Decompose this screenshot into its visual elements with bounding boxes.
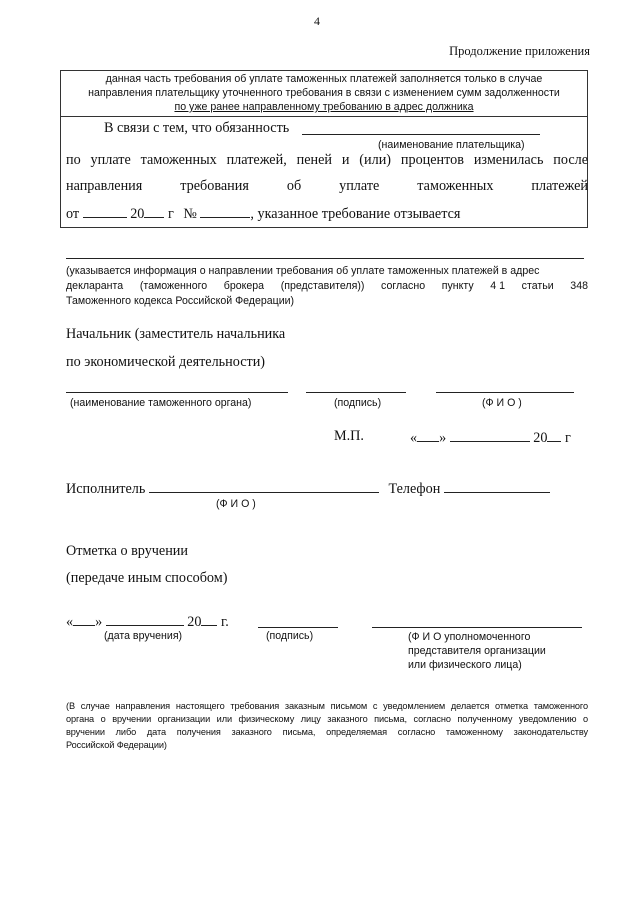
delivery-fio-field[interactable] xyxy=(372,627,582,628)
stamp-g: г xyxy=(565,430,571,446)
footnote xyxy=(66,700,588,752)
stamp-month-field[interactable] xyxy=(450,428,530,442)
info-caption-line-3: Таможенного кодекса Российской Федерации) xyxy=(66,295,295,307)
number-sign: № xyxy=(183,206,197,222)
caption-customs-organ: (наименование таможенного органа) xyxy=(70,397,252,409)
phone-label: Телефон xyxy=(388,481,441,497)
caption-fio-line-2: представителя организации xyxy=(408,645,546,657)
footnote-line-3: вручении либо дата получения заказного письма, определяемая согласно таможенному законодательству xyxy=(66,727,588,737)
box-line-3-word: таможенных xyxy=(417,178,494,194)
from-label: от xyxy=(66,206,80,222)
caption-fio-line-3: или физического лица) xyxy=(408,659,522,671)
chief-line-1: Начальник (заместитель начальника xyxy=(66,326,286,342)
executor-label: Исполнитель xyxy=(66,481,146,497)
info-word: 4 1 xyxy=(490,280,506,292)
delivery-signature-field[interactable] xyxy=(258,627,338,628)
box-line-4 xyxy=(66,204,460,223)
executor-fio-field[interactable] xyxy=(149,479,379,493)
payer-name-field[interactable] xyxy=(302,134,540,135)
info-word: пункту xyxy=(441,280,474,292)
delivery-day-field[interactable] xyxy=(73,612,95,626)
stamp-mp: М.П. xyxy=(334,428,364,444)
info-caption-line-1: (указывается информация о направлении требования об уплате таможенных платежей в адрес xyxy=(66,265,540,277)
info-word: 348 xyxy=(570,280,588,292)
caption-signature: (подпись) xyxy=(334,397,382,409)
page-number: 4 xyxy=(314,14,320,28)
caption-delivery-date: (дата вручения) xyxy=(104,630,183,642)
delivery-year-suffix-field[interactable] xyxy=(201,612,217,626)
quote-close: » xyxy=(95,614,103,630)
requirement-number-field[interactable] xyxy=(200,204,250,218)
executor-fio-caption: (Ф И О ) xyxy=(216,498,256,510)
quote-open: « xyxy=(66,614,74,630)
footnote-line-1: (В случае направления настоящего требования заказным письмом с уведомлением делается отметка таможенного xyxy=(66,701,588,711)
box-intro xyxy=(104,120,289,137)
box-note-line-2: направления плательщику уточненного требования в связи с изменением сумм задолженности xyxy=(88,87,560,99)
box-note-line-1: данная часть требования об уплате таможенных платежей заполняется только в случае xyxy=(105,73,543,85)
box-line-3 xyxy=(66,178,588,195)
date-day-field[interactable] xyxy=(83,204,127,218)
info-word: согласно xyxy=(381,280,426,292)
stamp-year: 20 xyxy=(533,430,548,446)
caption-fio-line-1: (Ф И О уполномоченного xyxy=(408,631,531,643)
year-suffix-field[interactable] xyxy=(144,204,164,218)
box-line-3-word: направления xyxy=(66,178,143,194)
stamp-year-suffix-field[interactable] xyxy=(547,428,561,442)
box-intro-text: В связи с тем, что обязанность xyxy=(104,120,290,136)
info-word: брокера xyxy=(223,280,265,292)
box-line-3-word: уплате xyxy=(339,178,380,194)
box-line-2: по уплате таможенных платежей, пеней и (или) процентов изменилась после xyxy=(66,152,588,168)
info-word: (представителя)) xyxy=(280,280,365,292)
info-word: статьи xyxy=(521,280,554,292)
box-divider xyxy=(60,116,588,117)
chief-signature-field[interactable] xyxy=(306,392,406,393)
delivery-g: г. xyxy=(221,614,229,630)
info-field-line[interactable] xyxy=(66,258,584,259)
g-label: г xyxy=(167,206,174,222)
stamp-date xyxy=(410,428,571,447)
caption-delivery-signature: (подпись) xyxy=(266,630,314,642)
customs-organ-field[interactable] xyxy=(66,392,288,393)
info-caption-line-2 xyxy=(66,279,588,294)
info-word: (таможенного xyxy=(139,280,208,292)
footnote-line-4: Российской Федерации) xyxy=(66,740,167,750)
stamp-day-field[interactable] xyxy=(417,428,439,442)
delivery-line-1: Отметка о вручении xyxy=(66,543,188,559)
box-line-3-word: требования xyxy=(180,178,249,194)
box-note xyxy=(62,72,586,114)
delivery-line-2: (передаче иным способом) xyxy=(66,570,228,586)
caption-fio: (Ф И О ) xyxy=(482,397,522,409)
delivery-year: 20 xyxy=(187,614,202,630)
caption-delivery-fio xyxy=(408,630,546,672)
info-word: декларанта xyxy=(66,280,124,292)
quote-close: » xyxy=(439,430,447,446)
box-line-4-tail: , указанное требование отзывается xyxy=(250,206,461,222)
chief-line-2: по экономической деятельности) xyxy=(66,354,266,370)
phone-field[interactable] xyxy=(444,479,550,493)
delivery-date xyxy=(66,612,229,631)
executor-row xyxy=(66,479,550,498)
year-prefix: 20 xyxy=(130,206,145,222)
footnote-line-2: органа о вручении организации или физическому лицу заказного письма, согласно полученному уведомлению о xyxy=(66,714,588,724)
box-line-3-word: об xyxy=(286,178,302,194)
box-note-line-3: по уже ранее направленному требованию в адрес должника xyxy=(174,101,474,113)
quote-open: « xyxy=(410,430,418,446)
chief-fio-field[interactable] xyxy=(436,392,574,393)
continuation-label: Продолжение приложения xyxy=(449,44,590,58)
delivery-month-field[interactable] xyxy=(106,612,184,626)
info-caption xyxy=(66,264,588,309)
payer-caption: (наименование плательщика) xyxy=(378,139,525,151)
box-line-3-word: платежей xyxy=(531,178,588,194)
